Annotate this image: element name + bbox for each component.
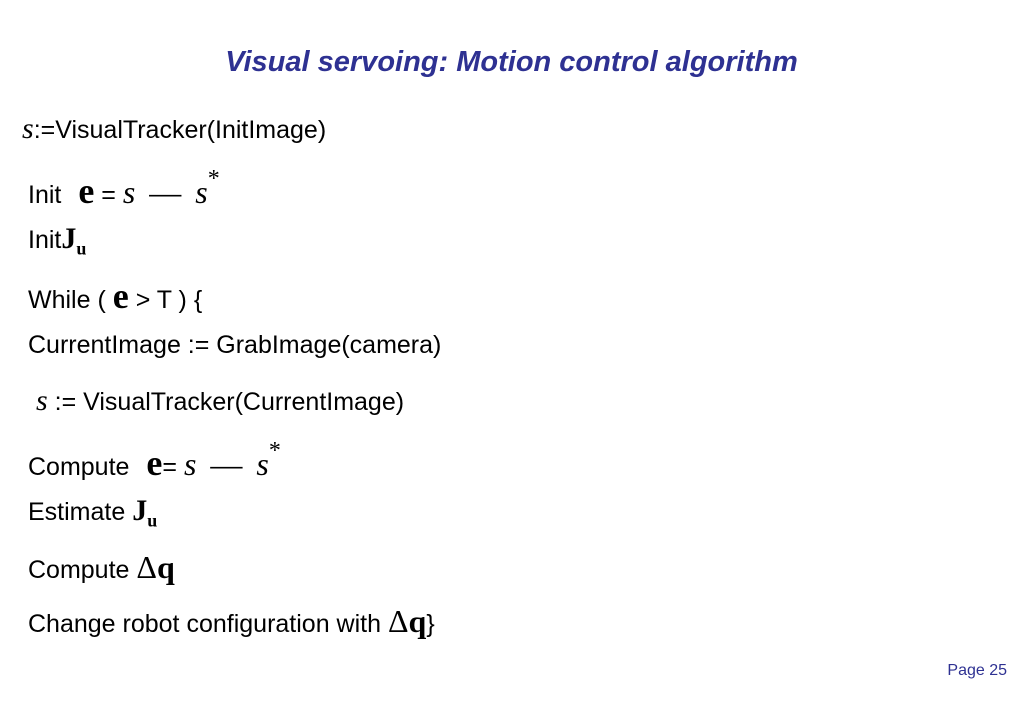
math-j: J	[132, 494, 148, 527]
line-suffix: }	[426, 610, 435, 638]
line-init-e	[28, 166, 220, 212]
math-s: s	[122, 173, 136, 210]
line-grab-image: CurrentImage := GrabImage(camera)	[28, 331, 442, 359]
math-e: e	[78, 170, 95, 211]
line-text: :=VisualTracker(InitImage)	[33, 116, 327, 144]
line-estimate-j	[28, 494, 157, 531]
math-delta-q	[136, 549, 174, 586]
math-delta: Δ	[136, 549, 157, 585]
math-s: s	[36, 384, 48, 417]
page-number: Page 25	[947, 662, 1007, 679]
math-delta: Δ	[387, 603, 409, 639]
math-u: u	[76, 238, 87, 259]
math-star: *	[268, 438, 281, 464]
line-init-j	[28, 222, 86, 259]
line-suffix: > T ) {	[135, 286, 203, 314]
line-compute-e	[28, 438, 281, 484]
line-equals: =	[101, 180, 116, 209]
math-e: e	[112, 276, 129, 316]
line-visual-tracker-init	[22, 112, 326, 146]
math-minus: —	[149, 173, 182, 210]
line-prefix: Compute	[28, 452, 130, 481]
line-text: := VisualTracker(CurrentImage)	[54, 388, 405, 416]
line-prefix: Estimate	[28, 498, 126, 526]
line-visual-tracker-current	[36, 384, 404, 418]
line-change-config	[28, 603, 435, 640]
line-prefix: Init	[28, 180, 62, 209]
math-q: q	[408, 603, 427, 639]
math-s-minus-s-star	[123, 166, 220, 211]
math-q: q	[156, 549, 175, 585]
math-j: J	[61, 222, 77, 255]
math-s: s	[195, 173, 208, 210]
math-j-u	[61, 222, 86, 259]
line-equals: =	[162, 452, 177, 481]
math-minus: —	[210, 445, 243, 482]
line-compute-dq	[28, 549, 175, 586]
line-prefix: Init	[28, 226, 62, 254]
math-u: u	[147, 510, 158, 531]
math-e: e	[146, 442, 163, 483]
math-star: *	[207, 166, 220, 192]
slide-title: Visual servoing: Motion control algorithm	[225, 46, 798, 78]
line-while	[28, 275, 202, 317]
line-prefix: Change robot configuration with	[28, 610, 382, 638]
line-prefix: Compute	[28, 556, 130, 584]
math-s: s	[256, 445, 269, 482]
math-j-u	[132, 494, 157, 531]
line-prefix: While (	[28, 286, 106, 314]
math-delta-q	[388, 603, 426, 640]
math-s: s	[22, 112, 34, 145]
math-s: s	[183, 445, 197, 482]
math-s-minus-s-star	[184, 438, 281, 483]
